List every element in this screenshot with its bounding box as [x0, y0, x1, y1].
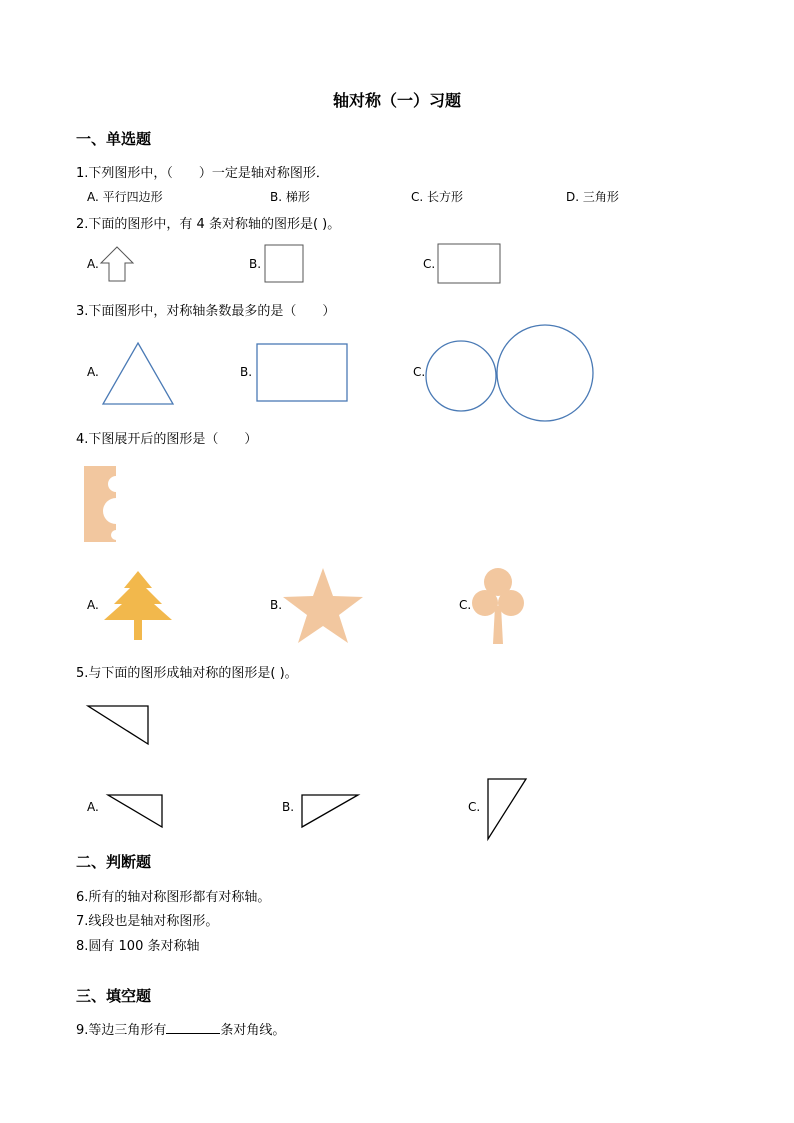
q4-label-a[interactable]: A.: [87, 598, 99, 612]
q3-triangle-shape: [102, 342, 176, 406]
q5-option-a-triangle: [106, 793, 166, 829]
question-2: 2.下面的图形中，有 4 条对称轴的图形是( )。: [76, 217, 341, 232]
question-7: 7.线段也是轴对称图形。: [76, 914, 219, 929]
q3-rectangle-shape: [256, 343, 350, 405]
q5-option-c-triangle: [486, 777, 530, 843]
q5-label-a[interactable]: A.: [87, 800, 99, 814]
q5-reference-triangle: [86, 704, 152, 746]
question-5: 5.与下面的图形成轴对称的图形是( )。: [76, 666, 298, 681]
q2-rectangle-shape: [437, 243, 503, 285]
q2-arrow-shape: [100, 246, 134, 282]
q1-option-c[interactable]: C. 长方形: [411, 190, 464, 204]
q4-club-shape: [472, 566, 524, 646]
section-heading-fill-in: 三、填空题: [76, 987, 152, 1005]
section-heading-true-false: 二、判断题: [76, 853, 152, 871]
question-9-blank[interactable]: [166, 1021, 220, 1034]
q5-option-b-triangle: [300, 793, 362, 829]
page-title: 轴对称（一）习题: [332, 91, 461, 110]
q4-tree-shape: [100, 570, 176, 642]
q1-option-b[interactable]: B. 梯形: [270, 190, 310, 204]
q1-option-a[interactable]: A. 平行四边形: [87, 190, 163, 204]
q2-label-c[interactable]: C.: [423, 257, 436, 271]
question-9: [76, 1019, 285, 1038]
question-4: 4.下图展开后的图形是（ ）: [76, 432, 258, 447]
q2-label-b[interactable]: B.: [249, 257, 262, 271]
question-3: 3.下面图形中，对称轴条数最多的是（ ）: [76, 304, 336, 319]
q3-label-b[interactable]: B.: [240, 365, 253, 379]
q4-star-shape: [283, 566, 365, 644]
q5-label-b[interactable]: B.: [282, 800, 295, 814]
q5-label-c[interactable]: C.: [468, 800, 481, 814]
q1-option-d[interactable]: D. 三角形: [566, 190, 619, 204]
q3-label-a[interactable]: A.: [87, 365, 99, 379]
q3-two-circles-shape: [424, 322, 598, 426]
question-9-text-before: 9.等边三角形有: [76, 1023, 167, 1038]
question-6: 6.所有的轴对称图形都有对称轴。: [76, 890, 271, 905]
section-heading-single-choice: 一、单选题: [76, 130, 152, 148]
q4-label-c[interactable]: C.: [459, 598, 472, 612]
question-8: 8.圆有 100 条对称轴: [76, 939, 200, 954]
question-1: 1.下列图形中，（ ）一定是轴对称图形．: [76, 166, 329, 181]
q2-label-a[interactable]: A.: [87, 257, 99, 271]
q2-square-shape: [264, 244, 306, 284]
question-9-text-after: 条对角线。: [220, 1023, 286, 1038]
q4-label-b[interactable]: B.: [270, 598, 283, 612]
q3-label-c[interactable]: C.: [413, 365, 426, 379]
folded-paper-shape: [82, 464, 122, 544]
